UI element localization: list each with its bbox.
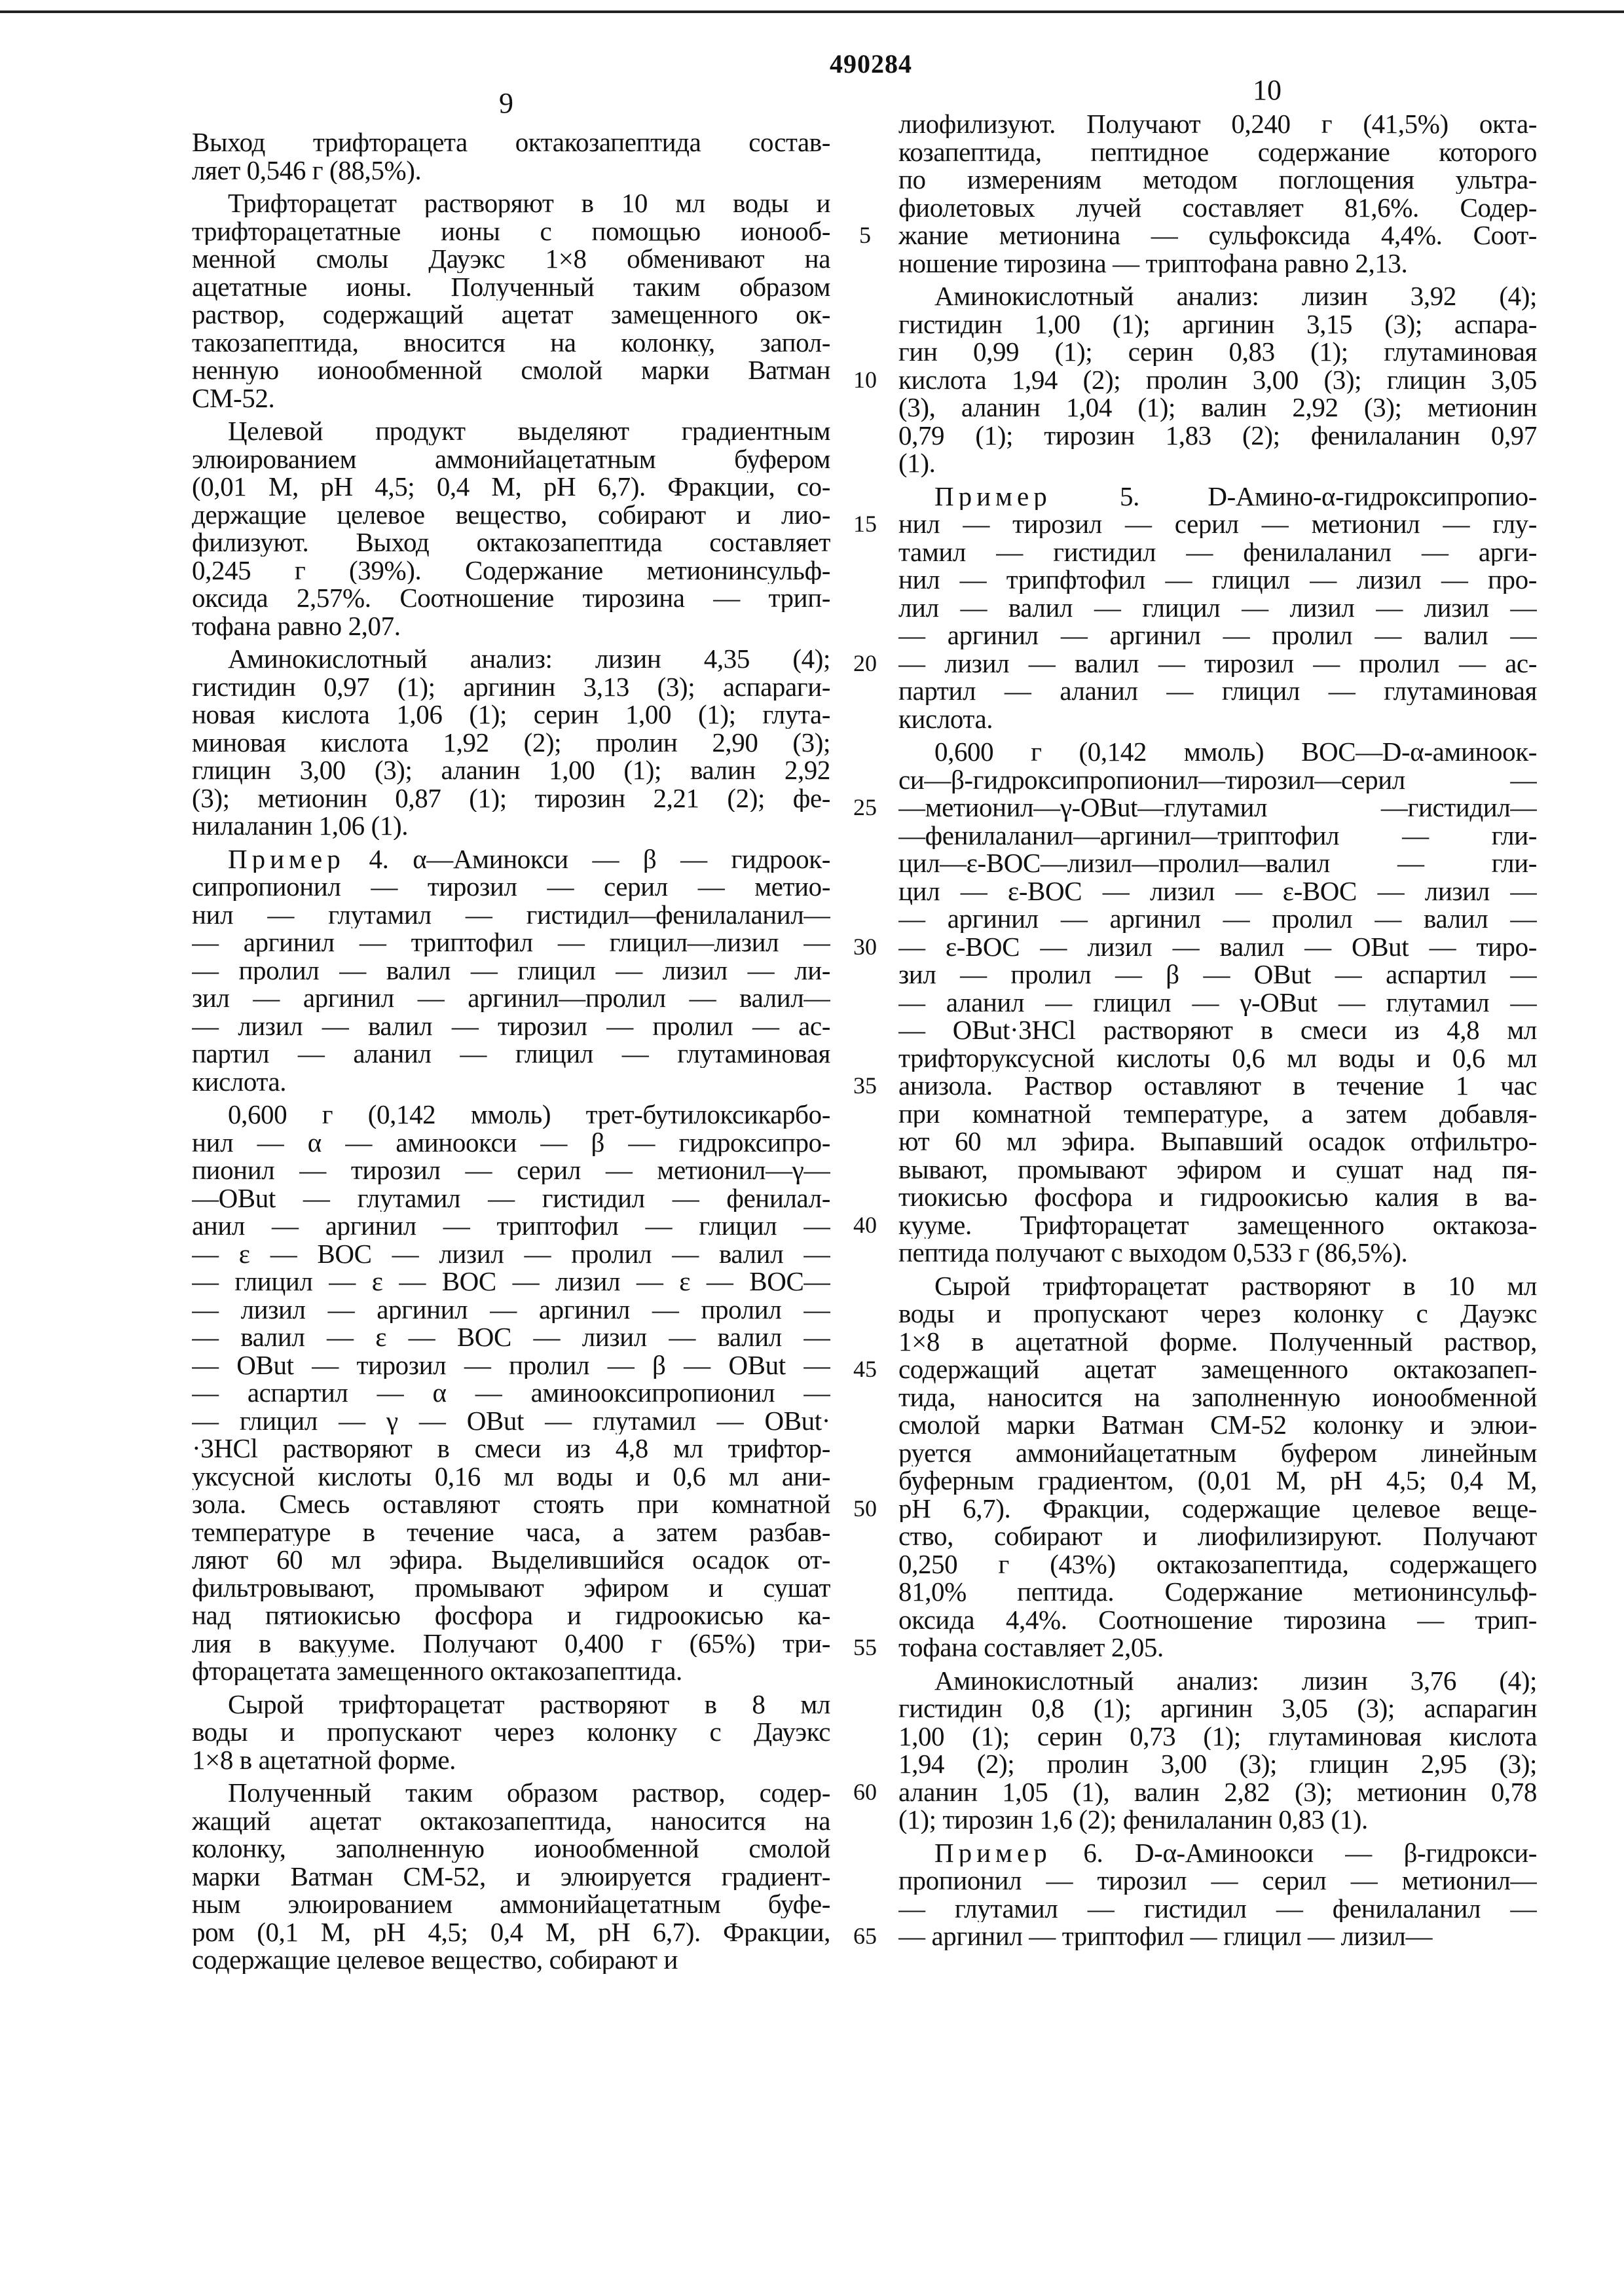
text-line: сипропионил — тирозил — серил — метио-: [192, 873, 830, 901]
text-line: цил — ε-BOC — лизил — ε-BOC — лизил —: [898, 877, 1537, 905]
text-line: ношение тирозина — триптофана равно 2,13.: [898, 249, 1537, 278]
line-number: 5: [849, 221, 881, 249]
line-number: 60: [849, 1778, 881, 1806]
text-line: Полученный таким образом раствор, содер-: [192, 1779, 830, 1807]
text-line: лиофилизуют. Получают 0,240 г (41,5%) окта-: [898, 110, 1537, 138]
text-line: Пример 5. D-Амино-α-гидроксипропио-: [898, 483, 1537, 511]
text-line: миновая кислота 1,92 (2); пролин 2,90 (3);: [192, 729, 830, 757]
text-line: гистидин 1,00 (1); аргинин 3,15 (3); аспара-: [898, 310, 1537, 338]
text-line: уксусной кислоты 0,16 мл воды и 0,6 мл ани-: [192, 1463, 830, 1491]
text-line: тофана равно 2,07.: [192, 612, 830, 640]
line-number: 40: [849, 1211, 881, 1239]
text-line: 0,250 г (43%) октакозапептида, содержащего: [898, 1550, 1537, 1578]
line-number: 25: [849, 793, 881, 822]
text-line: Аминокислотный анализ: лизин 3,92 (4);: [898, 282, 1537, 310]
text-line: воды и пропускают через колонку с Дауэкс: [192, 1718, 830, 1746]
text-line: анил — аргинил — триптофил — глицил —: [192, 1212, 830, 1240]
left-column-page-number: 9: [485, 86, 528, 120]
text-line: Сырой трифторацетат растворяют в 10 мл: [898, 1272, 1537, 1300]
text-line: —метионил—γ-OBut—глутамил —гистидил—: [898, 793, 1537, 822]
text-line: ляет 0,546 г (88,5%).: [192, 156, 830, 185]
text-line: гин 0,99 (1); серин 0,83 (1); глутаминовая: [898, 338, 1537, 366]
text-line: Аминокислотный анализ: лизин 3,76 (4);: [898, 1667, 1537, 1695]
text-line: менной смолы Дауэкс 1×8 обменивают на: [192, 245, 830, 273]
text-line: 0,79 (1); тирозин 1,83 (2); фенилаланин 0,97: [898, 422, 1537, 450]
text-line: — пролил — валил — глицил — лизил — ли-: [192, 957, 830, 985]
text-line: — аргинил — триптофил — глицил — лизил—: [898, 1922, 1537, 1950]
text-line: над пятиокисью фосфора и гидроокисью ка-: [192, 1601, 830, 1630]
example-heading: Пример: [934, 1839, 1052, 1867]
text-line: держащие целевое вещество, собирают и лио-: [192, 501, 830, 529]
paragraph: [192, 1779, 830, 1974]
text-line: марки Ватман СМ-52, и элюируется градиент-: [192, 1863, 830, 1891]
text-line: ют 60 мл эфира. Выпавший осадок отфильтро-: [898, 1127, 1537, 1156]
text-line: 1×8 в ацетатной форме.: [192, 1746, 830, 1774]
text-line: (1); тирозин 1,6 (2); фенилаланин 0,83 (1).: [898, 1806, 1537, 1834]
text-line: —фенилаланил—аргинил—триптофил — гли-: [898, 822, 1537, 850]
line-number: 35: [849, 1072, 881, 1100]
text-line: 0,245 г (39%). Содержание метионинсульф-: [192, 556, 830, 585]
text-line: аланин 1,05 (1), валин 2,82 (3); метионин 0,78: [898, 1778, 1537, 1806]
text-line: буферным градиентом, (0,01 М, рН 4,5; 0,4 М,: [898, 1467, 1537, 1495]
text-line: воды и пропускают через колонку с Дауэкс: [898, 1300, 1537, 1328]
text-line: Сырой трифторацетат растворяют в 8 мл: [192, 1690, 830, 1719]
text-line: 0,600 г (0,142 ммоль) BOC—D-α-аминоок-: [898, 738, 1537, 766]
example-heading: Пример: [934, 483, 1052, 511]
text-line: — аргинил — аргинил — пролил — валил —: [898, 905, 1537, 933]
text-line: зил — пролил — β — OBut — аспартил —: [898, 960, 1537, 989]
text-line: Пример 4. α—Аминокси — β — гидроок-: [192, 845, 830, 873]
paragraph: [898, 1839, 1537, 1950]
text-line: нил — тирозил — серил — метионил — глу-: [898, 510, 1537, 538]
paragraph: [898, 738, 1537, 1267]
text-line: — OBut·3HCl растворяют в смеси из 4,8 мл: [898, 1016, 1537, 1044]
text-line: (1).: [898, 449, 1537, 477]
text-line: при комнатной температуре, а затем добавля-: [898, 1100, 1537, 1128]
text-line: зил — аргинил — аргинил—пролил — валил—: [192, 984, 830, 1012]
paragraph: [192, 128, 830, 184]
text-line: — валил — ε — BOC — лизил — валил —: [192, 1323, 830, 1351]
text-line: тофана составляет 2,05.: [898, 1633, 1537, 1662]
text-line: (3); метионин 0,87 (1); тирозин 2,21 (2); фе-: [192, 784, 830, 812]
text-line: такозапептида, вносится на колонку, запол-: [192, 329, 830, 357]
text-line: пептида получают с выходом 0,533 г (86,5%).: [898, 1239, 1537, 1267]
paragraph: [898, 1272, 1537, 1662]
text-line: — аланил — глицил — γ-OBut — глутамил —: [898, 989, 1537, 1017]
text-line: гистидин 0,97 (1); аргинин 3,13 (3); аспараги-: [192, 673, 830, 701]
paragraph: [898, 110, 1537, 277]
text-line: зола. Смесь оставляют стоять при комнатной: [192, 1490, 830, 1518]
text-line: анизола. Раствор оставляют в течение 1 час: [898, 1072, 1537, 1100]
text-line: кууме. Трифторацетат замещенного октакоза-: [898, 1211, 1537, 1239]
line-number: 30: [849, 933, 881, 961]
text-line: ным элюированием аммонийацетатным буфе-: [192, 1890, 830, 1918]
paragraph: [898, 483, 1537, 733]
text-line: руется аммонийацетатным буфером линейным: [898, 1439, 1537, 1467]
line-number: 10: [849, 366, 881, 394]
text-line: Аминокислотный анализ: лизин 4,35 (4);: [192, 645, 830, 673]
text-line: по измерениям методом поглощения ультра-: [898, 166, 1537, 194]
paragraph: [192, 1690, 830, 1774]
text-line: — глицил — ε — BOC — лизил — ε — BOC—: [192, 1267, 830, 1296]
text-line: — лизил — валил — тирозил — пролил — ас-: [192, 1012, 830, 1040]
text-line: элюированием аммонийацетатным буфером: [192, 445, 830, 473]
line-number: 55: [849, 1633, 881, 1662]
text-line: фиолетовых лучей составляет 81,6%. Содер-: [898, 194, 1537, 222]
text-line: —OBut — глутамил — гистидил — фенилал-: [192, 1184, 830, 1212]
text-line: нил — трипфтофил — глицил — лизил — про-: [898, 566, 1537, 594]
text-line: тамил — гистидил — фенилаланил — арги-: [898, 538, 1537, 566]
text-line: смолой марки Ватман СМ-52 колонку и элюи-: [898, 1411, 1537, 1439]
text-line: нил — глутамил — гистидил—фенилаланил—: [192, 901, 830, 929]
text-line: ляют 60 мл эфира. Выделившийся осадок от-: [192, 1546, 830, 1574]
text-line: — лизил — аргинил — аргинил — пролил —: [192, 1296, 830, 1324]
text-line: — аргинил — триптофил — глицил—лизил —: [192, 928, 830, 957]
text-line: ство, собирают и лиофилизируют. Получают: [898, 1522, 1537, 1550]
paragraph: [192, 1101, 830, 1685]
line-number: 50: [849, 1495, 881, 1523]
text-line: глицин 3,00 (3); аланин 1,00 (1); валин 2,92: [192, 756, 830, 784]
text-line: — глутамил — гистидил — фенилаланил —: [898, 1895, 1537, 1923]
text-line: лил — валил — глицил — лизил — лизил —: [898, 594, 1537, 622]
text-line: — OBut — тирозил — пролил — β — OBut —: [192, 1351, 830, 1379]
text-line: — аспартил — α — аминооксипропионил —: [192, 1379, 830, 1407]
text-line: вывают, промывают эфиром и сушат над пя-: [898, 1156, 1537, 1184]
text-line: 81,0% пептида. Содержание метионинсульф-: [898, 1578, 1537, 1606]
text-line: раствор, содержащий ацетат замещенного ок-: [192, 301, 830, 329]
text-line: жащий ацетат октакозапептида, наносится на: [192, 1807, 830, 1835]
text-line: партил — аланил — глицил — глутаминовая: [192, 1040, 830, 1068]
paragraph: [192, 189, 830, 412]
text-line: 1×8 в ацетатной форме. Полученный раствор,: [898, 1328, 1537, 1356]
text-line: Трифторацетат растворяют в 10 мл воды и: [192, 189, 830, 217]
text-line: Пример 6. D-α-Аминоокси — β-гидрокси-: [898, 1839, 1537, 1867]
text-line: ром (0,1 М, рН 4,5; 0,4 М, рН 6,7). Фракции,: [192, 1918, 830, 1946]
line-number: 15: [849, 510, 881, 538]
paragraph: [192, 845, 830, 1096]
text-line: рН 6,7). Фракции, содержащие целевое веще-: [898, 1495, 1537, 1523]
paragraph: [192, 645, 830, 840]
text-line: Выход трифторацета октакозапептида состав-: [192, 128, 830, 156]
text-line: пропионил — тирозил — серил — метионил—: [898, 1867, 1537, 1895]
text-line: Целевой продукт выделяют градиентным: [192, 417, 830, 445]
top-rule: [0, 10, 1624, 13]
text-line: тида, наносится на заполненную ионообменной: [898, 1383, 1537, 1412]
text-line: кислота.: [192, 1068, 830, 1096]
text-line: тиокисью фосфора и гидроокисью калия в ва-: [898, 1183, 1537, 1211]
text-line: — ε — BOC — лизил — пролил — валил —: [192, 1240, 830, 1268]
text-line: кислота 1,94 (2); пролин 3,00 (3); глицин 3,05: [898, 366, 1537, 394]
text-line: содержащий ацетат замещенного октакозапеп-: [898, 1355, 1537, 1383]
text-line: 0,600 г (0,142 ммоль) трет-бутилоксикарбо-: [192, 1101, 830, 1129]
text-line: (3), аланин 1,04 (1); валин 2,92 (3); метионин: [898, 393, 1537, 422]
left-text-column: [192, 128, 830, 1974]
patent-number: 490284: [805, 48, 936, 79]
text-line: оксида 4,4%. Соотношение тирозина — трип-: [898, 1606, 1537, 1634]
text-line: жание метионина — сульфоксида 4,4%. Соот-: [898, 221, 1537, 249]
line-number: 65: [849, 1922, 881, 1950]
text-line: филизуют. Выход октакозапептида составляет: [192, 528, 830, 556]
right-column-page-number: 10: [1241, 73, 1293, 107]
text-line: трифторацетатные ионы с помощью ионооб-: [192, 217, 830, 246]
text-line: си—β-гидроксипропионил—тирозил—серил —: [898, 766, 1537, 794]
text-line: — лизил — валил — тирозил — пролил — ас-: [898, 649, 1537, 678]
text-line: (0,01 М, рН 4,5; 0,4 М, рН 6,7). Фракции, со-: [192, 473, 830, 501]
text-line: содержащие целевое вещество, собирают и: [192, 1946, 830, 1974]
text-line: лия в вакууме. Получают 0,400 г (65%) три-: [192, 1630, 830, 1658]
text-line: пионил — тирозил — серил — метионил—γ—: [192, 1156, 830, 1184]
text-line: СМ-52.: [192, 384, 830, 412]
text-line: — ε-BOC — лизил — валил — OBut — тиро-: [898, 933, 1537, 961]
line-number: 45: [849, 1355, 881, 1383]
right-text-column: [898, 110, 1537, 1950]
text-line: цил—ε-BOC—лизил—пролил—валил — гли-: [898, 849, 1537, 877]
text-line: партил — аланил — глицил — глутаминовая: [898, 677, 1537, 705]
text-line: новая кислота 1,06 (1); серин 1,00 (1); глута-: [192, 701, 830, 729]
paragraph: [898, 1667, 1537, 1834]
paragraph: [192, 417, 830, 640]
text-line: 1,00 (1); серин 0,73 (1); глутаминовая кислота: [898, 1722, 1537, 1751]
text-line: трифторуксусной кислоты 0,6 мл воды и 0,6 мл: [898, 1044, 1537, 1072]
text-line: фторацетата замещенного октакозапептида.: [192, 1657, 830, 1685]
text-line: 1,94 (2); пролин 3,00 (3); глицин 2,95 (3);: [898, 1750, 1537, 1778]
line-number: 20: [849, 649, 881, 678]
text-line: ацетатные ионы. Полученный таким образом: [192, 273, 830, 301]
text-line: фильтровывают, промывают эфиром и сушат: [192, 1574, 830, 1602]
text-line: нил — α — аминоокси — β — гидроксипро-: [192, 1129, 830, 1157]
text-line: гистидин 0,8 (1); аргинин 3,05 (3); аспарагин: [898, 1694, 1537, 1722]
text-line: нилаланин 1,06 (1).: [192, 812, 830, 840]
example-heading: Пример: [228, 845, 345, 873]
text-line: — глицил — γ — OBut — глутамил — OBut·: [192, 1407, 830, 1435]
text-line: температуре в течение часа, а затем разбав-: [192, 1518, 830, 1546]
text-line: ненную ионообменной смолой марки Ватман: [192, 356, 830, 384]
text-line: козапептида, пептидное содержание которого: [898, 138, 1537, 166]
text-line: оксида 2,57%. Соотношение тирозина — трип-: [192, 584, 830, 612]
text-line: ·3HCl растворяют в смеси из 4,8 мл трифтор-: [192, 1434, 830, 1463]
text-line: — аргинил — аргинил — пролил — валил —: [898, 621, 1537, 649]
text-line: кислота.: [898, 705, 1537, 733]
paragraph: [898, 282, 1537, 477]
text-line: колонку, заполненную ионообменной смолой: [192, 1834, 830, 1863]
